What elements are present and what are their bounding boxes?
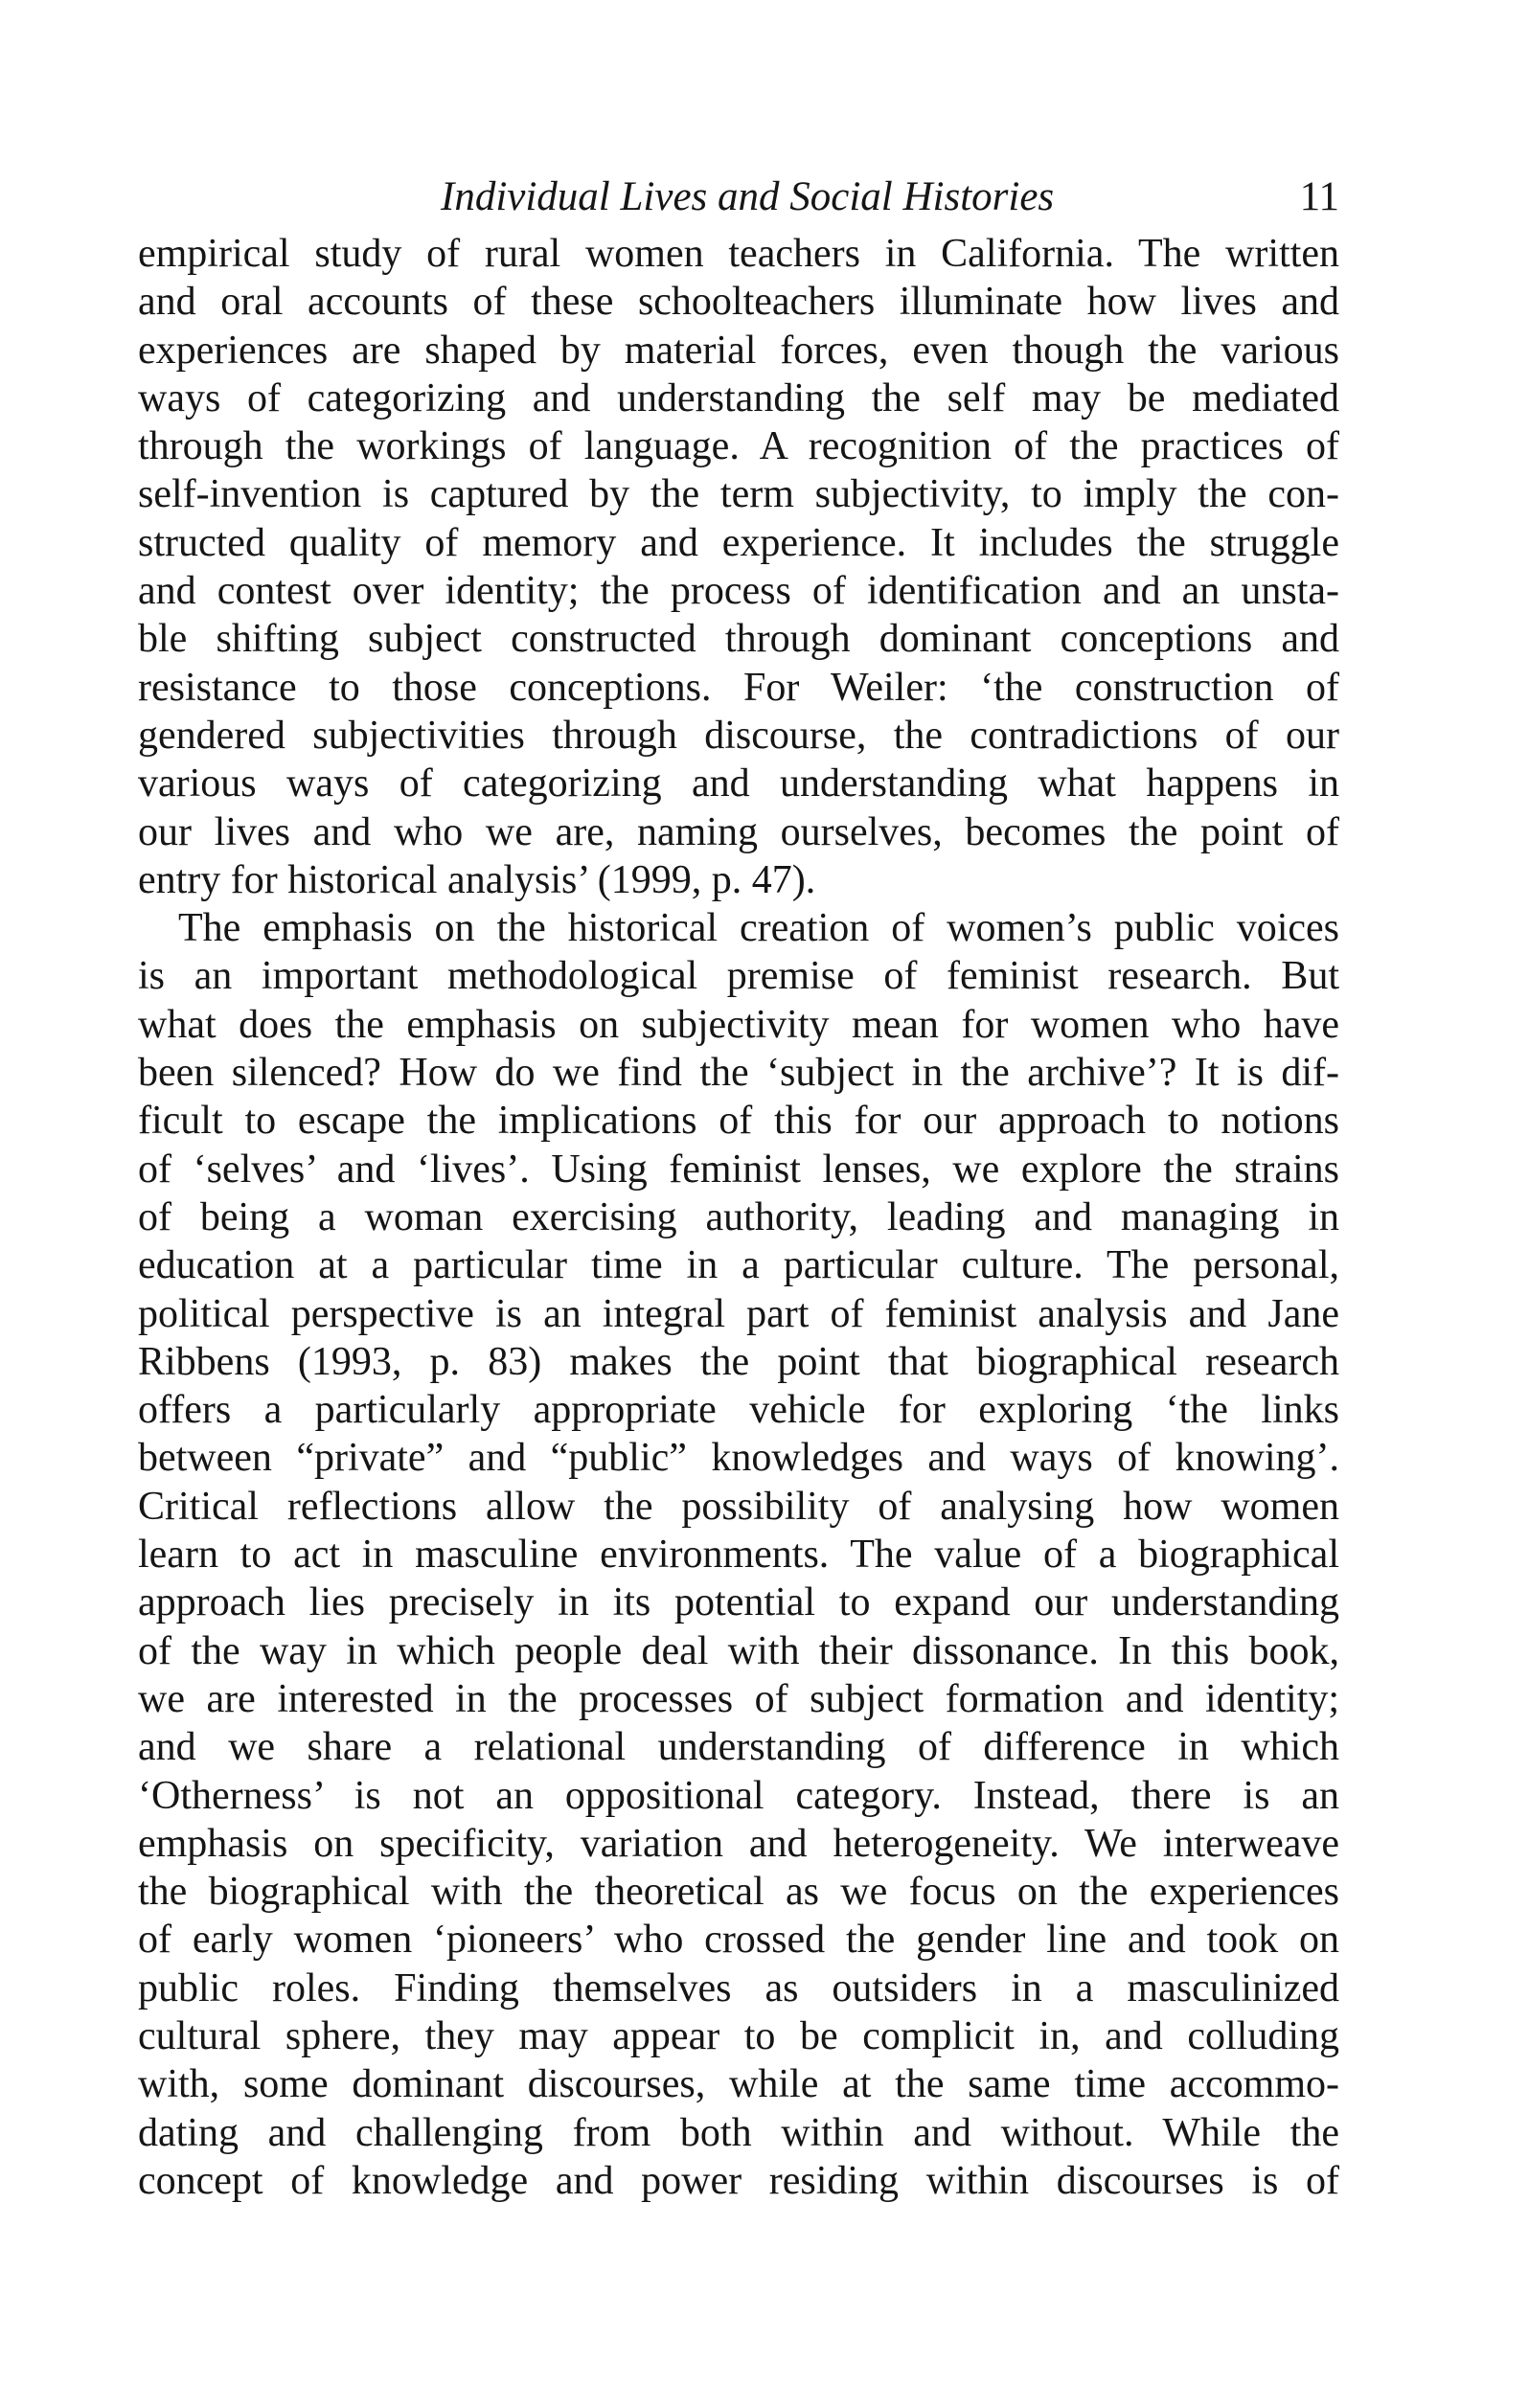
paragraph-end-line: entry for historical analysis’ (1999, p. 47). (138, 857, 816, 902)
text-line: and oral accounts of these schoolteachers illuminate how lives and (138, 280, 1339, 325)
text-line: and we share a relational understanding of difference in which (138, 1725, 1339, 1770)
text-line: political perspective is an integral part of feminist analysis and Jane (138, 1291, 1339, 1336)
text-line: self-invention is captured by the term subjectivity, to imply the con- (138, 472, 1339, 517)
text-line: of early women ‘pioneers’ who crossed the gender line and took on (138, 1918, 1339, 1963)
text-line: with, some dominant discourses, while at the same time accommo- (138, 2062, 1339, 2107)
paragraph-start-line: The emphasis on the historical creation of women’s public voices (178, 906, 1339, 951)
text-line: empirical study of rural women teachers in California. The written (138, 232, 1339, 276)
text-line: concept of knowledge and power residing within discourses is of (138, 2158, 1339, 2203)
text-line: of the way in which people deal with their dissonance. In this book, (138, 1628, 1339, 1673)
text-line: we are interested in the processes of subject formation and identity; (138, 1676, 1339, 1721)
text-line: ways of categorizing and understanding the self may be mediated (138, 375, 1339, 420)
text-line: Ribbens (1993, p. 83) makes the point that biographical research (138, 1339, 1339, 1384)
text-line: of ‘selves’ and ‘lives’. Using feminist lenses, we explore the strains (138, 1147, 1339, 1192)
text-line: gendered subjectivities through discourse, the contradictions of our (138, 713, 1339, 758)
text-line: ble shifting subject constructed through dominant conceptions and (138, 617, 1339, 662)
text-line: Critical reflections allow the possibility of analysing how women (138, 1484, 1339, 1529)
text-line: experiences are shaped by material forces, even though the various (138, 328, 1339, 373)
text-line: cultural sphere, they may appear to be complicit in, and colluding (138, 2013, 1339, 2058)
text-line: various ways of categorizing and understanding what happens in (138, 761, 1339, 806)
text-line: resistance to those conceptions. For Weiler: ‘the construction of (138, 665, 1339, 710)
text-line: what does the emphasis on subjectivity mean for women who have (138, 1002, 1339, 1047)
text-line: of being a woman exercising authority, leading and managing in (138, 1194, 1339, 1239)
text-line: ‘Otherness’ is not an oppositional category. Instead, there is an (138, 1773, 1339, 1818)
text-line: structed quality of memory and experience. It includes the struggle (138, 520, 1339, 565)
text-line: offers a particularly appropriate vehicle for exploring ‘the links (138, 1388, 1339, 1433)
text-line: been silenced? How do we find the ‘subject in the archive’? It is dif- (138, 1051, 1339, 1096)
running-head (138, 169, 1339, 226)
body-text (138, 230, 1339, 2205)
text-line: emphasis on specificity, variation and heterogeneity. We interweave (138, 1821, 1339, 1866)
text-line: and contest over identity; the process of identification and an unsta- (138, 569, 1339, 614)
running-title: Individual Lives and Social Histories (441, 174, 1055, 219)
text-line: ficult to escape the implications of this for our approach to notions (138, 1099, 1339, 1144)
text-line: dating and challenging from both within and without. While the (138, 2110, 1339, 2155)
text-line: the biographical with the theoretical as we focus on the experiences (138, 1870, 1339, 1915)
text-line: education at a particular time in a particular culture. The personal, (138, 1243, 1339, 1288)
text-line: learn to act in masculine environments. The value of a biographical (138, 1533, 1339, 1578)
text-line: is an important methodological premise of feminist research. But (138, 954, 1339, 999)
text-line: between “private” and “public” knowledges and ways of knowing’. (138, 1436, 1339, 1481)
text-line: approach lies precisely in its potential to expand our understanding (138, 1580, 1339, 1625)
text-line: public roles. Finding themselves as outsiders in a masculinized (138, 1965, 1339, 2010)
text-line: our lives and who we are, naming ourselves, becomes the point of (138, 809, 1339, 854)
page-number: 11 (1299, 174, 1339, 219)
text-line: through the workings of language. A recognition of the practices of (138, 424, 1339, 469)
